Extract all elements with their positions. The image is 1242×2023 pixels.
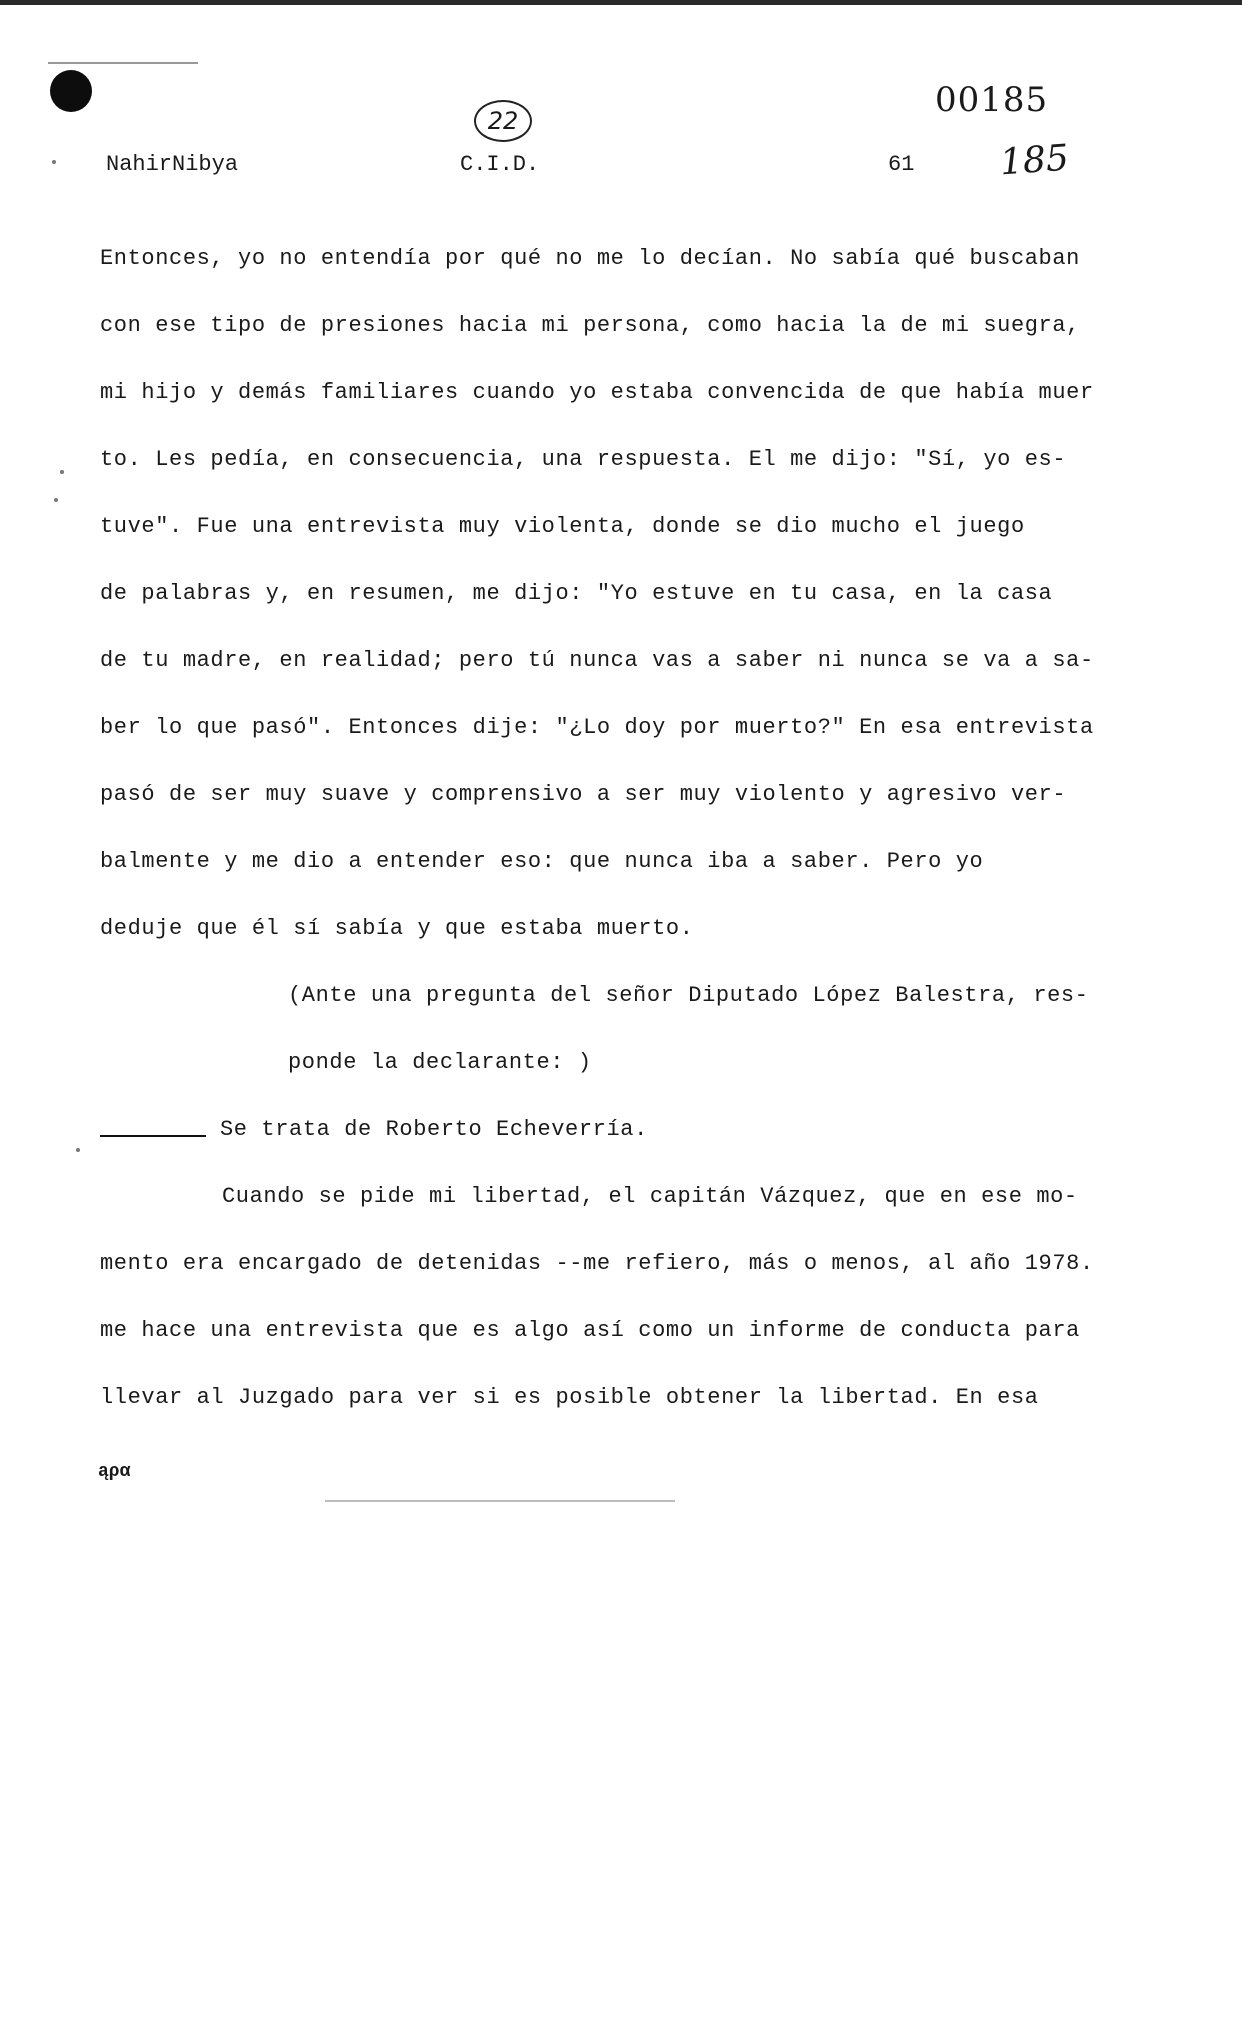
- text-line: llevar al Juzgado para ver si es posible obtener la libertad. En esa: [100, 1385, 1039, 1410]
- header-code: C.I.D.: [460, 152, 540, 177]
- text-line: con ese tipo de presiones hacia mi persona, como hacia la de mi suegra,: [100, 313, 1080, 338]
- circled-number: 22: [474, 100, 532, 142]
- text-line: mi hijo y demás familiares cuando yo estaba convencida de que había muer: [100, 380, 1094, 405]
- document-number: 00185: [935, 80, 1049, 120]
- text-line: pasó de ser muy suave y comprensivo a ser muy violento y agresivo ver-: [100, 782, 1067, 807]
- margin-mark: [52, 160, 56, 164]
- margin-mark: [60, 470, 64, 474]
- text-line: ber lo que pasó". Entonces dije: "¿Lo doy por muerto?" En esa entrevista: [100, 715, 1094, 740]
- punch-hole: [50, 70, 92, 112]
- top-dash-mark: [48, 62, 198, 64]
- margin-mark: [54, 498, 58, 502]
- text-line: balmente y me dio a entender eso: que nunca iba a saber. Pero yo: [100, 849, 984, 874]
- header-name: NahirNibya: [106, 152, 239, 177]
- text-line: de tu madre, en realidad; pero tú nunca vas a saber ni nunca se va a sa-: [100, 648, 1094, 673]
- parenthetical-line: (Ante una pregunta del señor Diputado López Balestra, res-: [288, 983, 1089, 1008]
- parenthetical-line: ponde la declarante: ): [288, 1050, 592, 1075]
- text-line: me hace una entrevista que es algo así como un informe de conducta para: [100, 1318, 1080, 1343]
- text-line: de palabras y, en resumen, me dijo: "Yo estuve en tu casa, en la casa: [100, 581, 1053, 606]
- top-border: [0, 0, 1242, 5]
- text-line: deduje que él sí sabía y que estaba muerto.: [100, 916, 694, 941]
- margin-mark: [76, 1148, 80, 1152]
- text-line: Entonces, yo no entendía por qué no me lo decían. No sabía qué buscaban: [100, 246, 1080, 271]
- struck-out-word: ąρα: [98, 1462, 131, 1482]
- transcript-body: [100, 242, 1094, 1448]
- text-line: mento era encargado de detenidas --me refiero, más o menos, al año 1978.: [100, 1251, 1094, 1276]
- speaker-blank: [100, 1113, 206, 1137]
- page-number: 61: [888, 152, 915, 177]
- answer-text: Se trata de Roberto Echeverría.: [220, 1117, 648, 1142]
- text-line: Cuando se pide mi libertad, el capitán Vázquez, que en ese mo-: [222, 1184, 1078, 1209]
- answer-line: [100, 1113, 1060, 1180]
- text-line: tuve". Fue una entrevista muy violenta, donde se dio mucho el juego: [100, 514, 1025, 539]
- bottom-dash-mark: [325, 1500, 675, 1502]
- handwritten-number: 185: [998, 137, 1071, 184]
- text-line: to. Les pedía, en consecuencia, una respuesta. El me dijo: "Sí, yo es-: [100, 447, 1067, 472]
